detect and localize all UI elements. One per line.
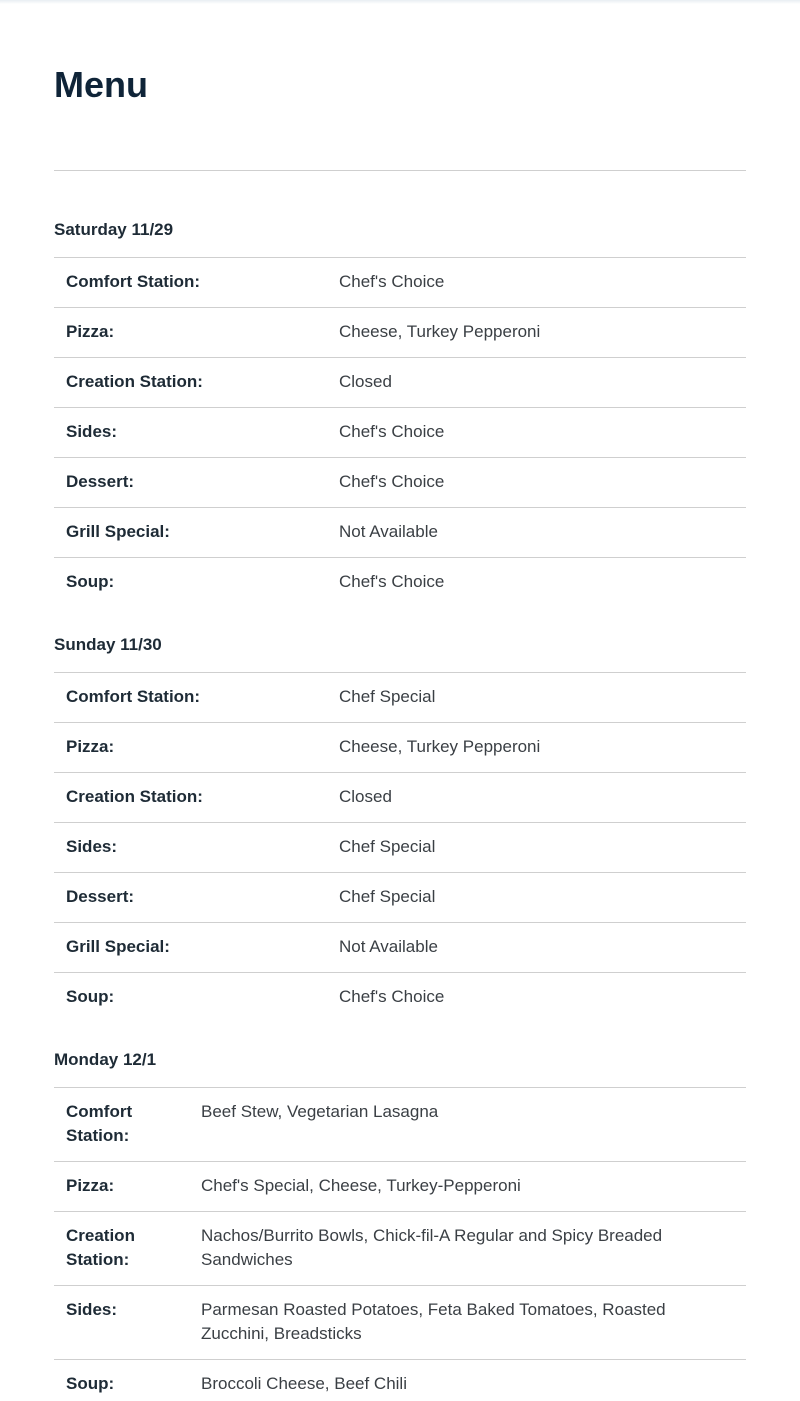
station-items: Chef Special <box>339 837 436 856</box>
station-items: Cheese, Turkey Pepperoni <box>339 737 541 756</box>
station-label: Sides: <box>66 1300 118 1319</box>
table-row <box>54 1088 746 1162</box>
day-section-saturday <box>54 220 746 607</box>
day-section-monday <box>54 1050 746 1401</box>
station-items: Closed <box>339 787 392 806</box>
table-row <box>54 258 746 308</box>
table-row <box>54 1212 746 1286</box>
top-edge-shadow <box>0 0 800 4</box>
station-label: Creation Station: <box>66 1226 135 1269</box>
station-label: Dessert: <box>66 472 135 491</box>
day-heading: Sunday 11/30 <box>54 635 162 654</box>
station-items: Chef's Choice <box>339 422 445 441</box>
menu-table <box>54 672 746 1022</box>
station-items: Chef's Special, Cheese, Turkey-Pepperoni <box>201 1176 521 1195</box>
table-row <box>54 558 746 608</box>
station-items: Chef's Choice <box>339 472 445 491</box>
station-label: Sides: <box>66 422 118 441</box>
station-items: Parmesan Roasted Potatoes, Feta Baked Tomatoes, Roasted Zucchini, Breadsticks <box>201 1300 666 1343</box>
station-label: Creation Station: <box>66 787 203 806</box>
day-heading: Saturday 11/29 <box>54 220 174 239</box>
station-label: Soup: <box>66 987 115 1006</box>
station-items: Chef's Choice <box>339 987 445 1006</box>
page-title: Menu <box>54 64 148 105</box>
station-label: Comfort Station: <box>66 272 201 291</box>
station-items: Cheese, Turkey Pepperoni <box>339 322 541 341</box>
menu-table <box>54 1087 746 1401</box>
table-row <box>54 1360 746 1401</box>
table-row <box>54 1162 746 1212</box>
table-row <box>54 358 746 408</box>
station-items: Not Available <box>339 937 438 956</box>
table-row <box>54 973 746 1023</box>
station-items: Beef Stew, Vegetarian Lasagna <box>201 1102 439 1121</box>
station-items: Chef's Choice <box>339 272 445 291</box>
station-items: Closed <box>339 372 392 391</box>
station-items: Chef Special <box>339 687 436 706</box>
station-label: Grill Special: <box>66 522 170 541</box>
table-row <box>54 673 746 723</box>
table-row <box>54 1286 746 1360</box>
station-label: Soup: <box>66 1374 115 1393</box>
station-items: Chef's Choice <box>339 572 445 591</box>
station-label: Comfort Station: <box>66 687 201 706</box>
station-items: Not Available <box>339 522 438 541</box>
menu-table <box>54 257 746 607</box>
title-divider <box>54 170 746 171</box>
station-label: Comfort Station: <box>66 1102 133 1145</box>
station-items: Nachos/Burrito Bowls, Chick-fil-A Regular and Spicy Breaded Sandwiches <box>201 1226 663 1269</box>
day-heading: Monday 12/1 <box>54 1050 157 1069</box>
station-label: Pizza: <box>66 322 115 341</box>
station-label: Soup: <box>66 572 115 591</box>
table-row <box>54 508 746 558</box>
table-row <box>54 723 746 773</box>
station-label: Sides: <box>66 837 118 856</box>
table-row <box>54 873 746 923</box>
table-row <box>54 773 746 823</box>
day-section-sunday <box>54 635 746 1022</box>
station-label: Grill Special: <box>66 937 170 956</box>
station-label: Dessert: <box>66 887 135 906</box>
station-label: Creation Station: <box>66 372 203 391</box>
station-items: Broccoli Cheese, Beef Chili <box>201 1374 407 1393</box>
table-row <box>54 458 746 508</box>
table-row <box>54 923 746 973</box>
table-row <box>54 308 746 358</box>
table-row <box>54 408 746 458</box>
table-row <box>54 823 746 873</box>
station-items: Chef Special <box>339 887 436 906</box>
station-label: Pizza: <box>66 737 115 756</box>
station-label: Pizza: <box>66 1176 115 1195</box>
